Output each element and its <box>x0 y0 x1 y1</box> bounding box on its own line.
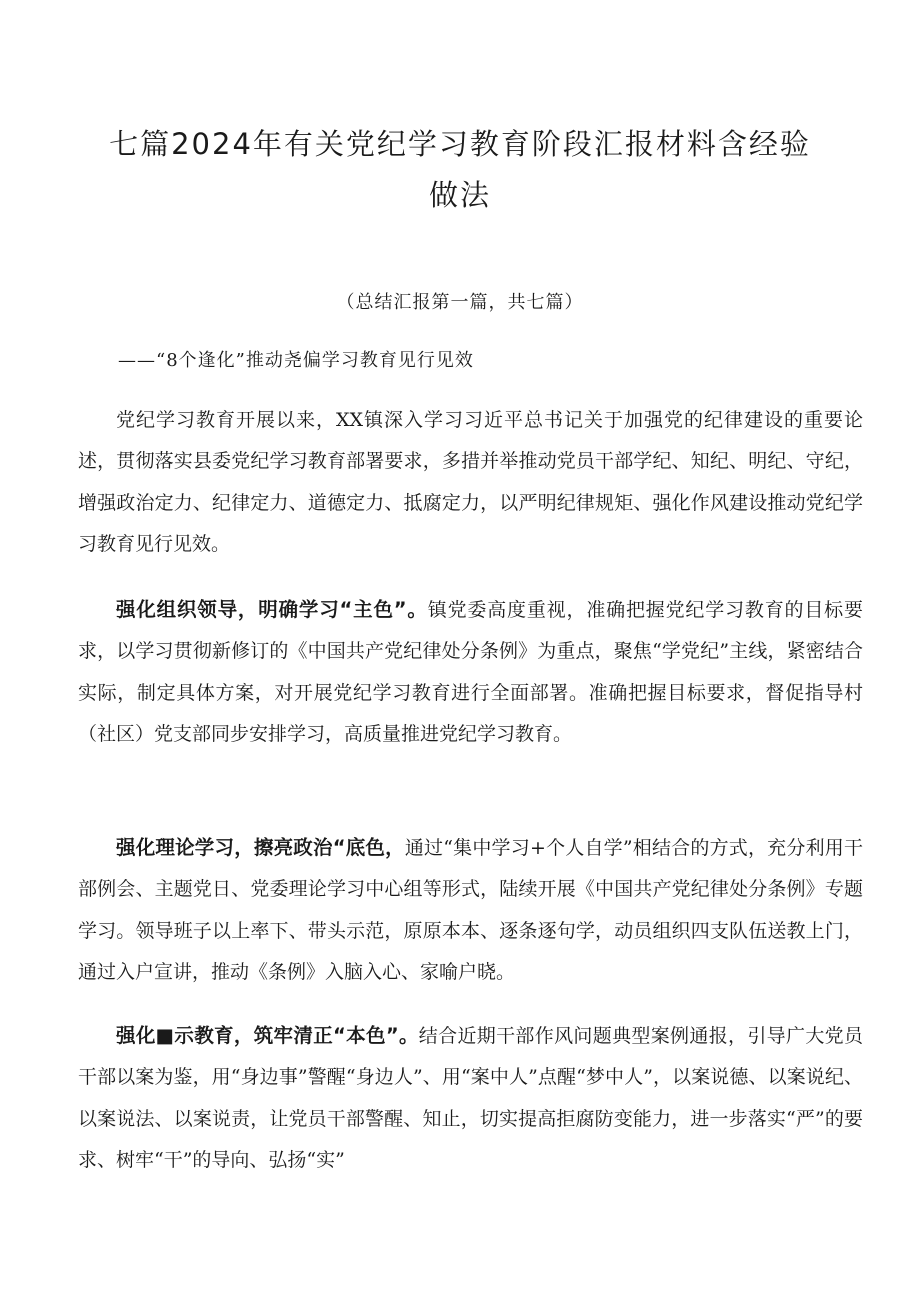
document-title-line-1: 七篇2024年有关党纪学习教育阶段汇报材料含经验 <box>109 127 811 161</box>
paragraph-text: 通过“集中学习+个人自学”相结合的方式，充分利用干部例会、主题党日、党委理论学习中心组等形式，陆续开展《中国共产党纪律处分条例》专题学习。领导班子以上率下、带头示范，原原本本、逐条逐句学，动员组织四支队伍送教上门，通过入户宣讲，推动《条例》入脑入心、家喻户晓。 <box>78 837 863 983</box>
document-tagline: ——“8个逢化”推动尧偏学习教育见行见效 <box>118 350 474 371</box>
paragraph-lead-heading: 强化理论学习，擦亮政治“底色， <box>116 836 405 859</box>
paragraph-theory <box>78 827 863 993</box>
paragraph-text: 镇党委高度重视，准确把握党纪学习教育的目标要求，以学习贯彻新修订的《中国共产党纪律处分条例》为重点，聚焦“学党纪”主线，紧密结合实际，制定具体方案，对开展党纪学习教育进行全面部署。准确把握目标要求，督促指导村（社区）党支部同步安排学习，高质量推进党纪学习教育。 <box>78 599 863 745</box>
paragraph-intro <box>78 400 863 565</box>
paragraph-organization <box>78 589 863 755</box>
paragraph-text: 党纪学习教育开展以来，XX镇深入学习习近平总书记关于加强党的纪律建设的重要论述，贯彻落实县委党纪学习教育部署要求，多措并举推动党员干部学纪、知纪、明纪、守纪，增强政治定力、纪律定力、道德定力、抵腐定力，以严明纪律规矩、强化作风建设推动党纪学习教育见行见效。 <box>78 409 863 555</box>
paragraph-lead-heading: 强化组织领导，明确学习“主色”。 <box>116 598 428 621</box>
document-title-line-2: 做法 <box>428 178 491 212</box>
paragraph-lead-heading: 强化■示教育，筑牢清正“本色”。 <box>116 1024 419 1047</box>
document-subtitle: （总结汇报第一篇，共七篇） <box>336 292 584 313</box>
paragraph-warning-education <box>78 1015 863 1181</box>
paragraph-text: 结合近期干部作风问题典型案例通报，引导广大党员干部以案为鉴，用“身边事”警醒“身边人”、用“案中人”点醒“梦中人”，以案说德、以案说纪、以案说法、以案说责，让党员干部警醒、知止，切实提高拒腐防变能力，进一步落实“严”的要求、树牢“干”的导向、弘扬“实” <box>78 1025 863 1171</box>
